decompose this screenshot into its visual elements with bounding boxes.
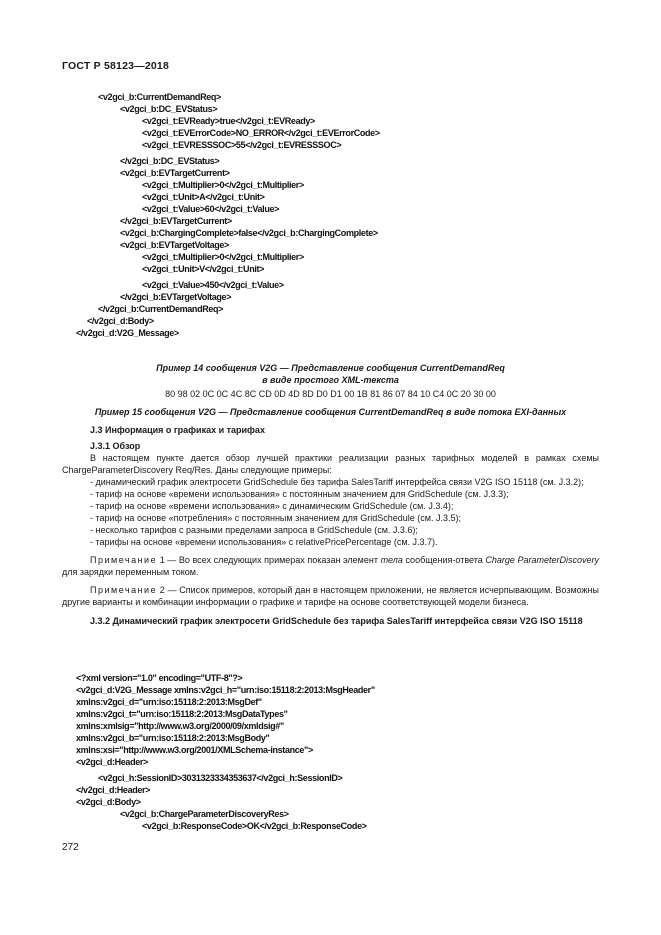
note-1-label: Примечание — [90, 555, 158, 565]
xml-line: <v2gci_t:EVReady>true</v2gci_t:EVReady> — [142, 116, 315, 126]
page-number: 272 — [62, 842, 79, 853]
examples-list — [62, 476, 599, 548]
xml-line: xmlns:xsi="http://www.w3.org/2001/XMLSchema-instance"> — [76, 745, 313, 755]
xml-line: <v2gci_b:ChargingComplete>false</v2gci_b:ChargingComplete> — [120, 228, 378, 238]
note-2-text: 2 — Список примеров, который дан в настоящем приложении, не является исчерпывающим. Возможны другие варианты и комбинации информации о графике и тарифе на основе соответствующей модели бизнеса. — [62, 585, 599, 607]
xml-line: <v2gci_d:Header> — [76, 757, 148, 767]
note-1-text-a: 1 — Во всех следующих примерах показан элемент — [157, 555, 381, 565]
note-1-italic-1: тела — [380, 555, 403, 565]
xml-code-block-2 — [76, 672, 375, 832]
xml-line: <v2gci_b:DC_EVStatus> — [120, 104, 218, 114]
section-j32-heading: J.3.2 Динамический график электросети GridSchedule без тарифа SalesTariff интерфейса связи V2G ISO 15118 — [90, 616, 583, 626]
example-14-caption — [0, 362, 661, 386]
note-1 — [62, 554, 599, 578]
xml-line: <v2gci_t:Unit>A</v2gci_t:Unit> — [142, 192, 265, 202]
xml-line: </v2gci_b:CurrentDemandReq> — [98, 304, 224, 314]
note-1-italic-2: Charge ParameterDiscovery — [485, 555, 599, 565]
list-item: - тариф на основе «потребления» с постоянным значением для GridSchedule (см. J.3.5); — [90, 513, 461, 523]
list-item: - тариф на основе «времени использования» с динамическим GridSchedule (см. J.3.4); — [90, 501, 454, 511]
note-2 — [62, 584, 599, 608]
exi-hex-stream: 80 98 02 0C 0C 4C 8C CD 0D 4D 8D D0 D1 00 1B 81 86 07 84 10 C4 0C 20 30 00 — [165, 389, 496, 399]
list-item: - динамический график электросети GridSchedule без тарифа SalesTariff интерфейса связи V2G ISO 15118 (см. J.3.2); — [90, 477, 584, 487]
xml-line: <v2gci_t:Unit>V</v2gci_t:Unit> — [142, 264, 265, 274]
example-14-caption-line2: в виде простого XML-текста — [262, 375, 399, 385]
section-j31-intro: В настоящем пункте дается обзор лучшей практики реализации разных тарифных моделей в рамках схемы ChargeParameterDiscovery Req/Res. Даны следующие примеры: — [62, 453, 599, 475]
example-15-caption: Пример 15 сообщения V2G — Представление сообщения CurrentDemandReq в виде потока EXI-данных — [94, 407, 567, 417]
xml-line: <v2gci_t:Value>60</v2gci_t:Value> — [142, 204, 280, 214]
xml-line: <v2gci_t:Value>450</v2gci_t:Value> — [142, 280, 284, 290]
xml-line: xmlns:v2gci_d="urn:iso:15118:2:2013:MsgDef" — [76, 697, 262, 707]
section-j31-heading: J.3.1 Обзор — [90, 441, 141, 451]
xml-line: </v2gci_d:Body> — [87, 316, 154, 326]
xml-line: <v2gci_t:EVRESSSOC>55</v2gci_t:EVRESSSOC> — [142, 140, 342, 150]
xml-code-block-1 — [76, 91, 380, 339]
xml-line: <v2gci_d:V2G_Message xmlns:v2gci_h="urn:iso:15118:2:2013:MsgHeader" — [76, 685, 375, 695]
section-j3-heading: J.3 Информация о графиках и тарифах — [90, 425, 265, 435]
list-item: - несколько тарифов с разными пределами запроса в GridSchedule (см. J.3.6); — [90, 525, 418, 535]
xml-line: <v2gci_b:EVTargetVoltage> — [120, 240, 229, 250]
xml-line: <v2gci_t:Multiplier>0</v2gci_t:Multiplier> — [142, 252, 304, 262]
example-14-caption-line1: Пример 14 сообщения V2G — Представление сообщения CurrentDemandReq — [156, 363, 505, 373]
note-2-label: Примечание — [90, 585, 158, 595]
xml-line: </v2gci_b:EVTargetCurrent> — [120, 216, 232, 226]
xml-line: <v2gci_b:EVTargetCurrent> — [120, 168, 230, 178]
xml-line: </v2gci_d:Header> — [76, 785, 151, 795]
xml-line: <v2gci_b:ResponseCode>OK</v2gci_b:ResponseCode> — [142, 821, 367, 831]
list-item: - тариф на основе «времени использования» с постоянным значением для GridSchedule (см. J.3.3); — [90, 489, 509, 499]
xml-line: </v2gci_d:V2G_Message> — [76, 328, 179, 338]
xml-line: xmlns:v2gci_b="urn:iso:15118:2:2013:MsgBody" — [76, 733, 270, 743]
xml-line: <v2gci_b:CurrentDemandReq> — [98, 92, 221, 102]
xml-line: <v2gci_h:SessionID>3031323334353637</v2gci_h:SessionID> — [98, 773, 343, 783]
xml-line: xmlns:xmlsig="http://www.w3.org/2000/09/xmldsig#" — [76, 721, 284, 731]
xml-line: </v2gci_b:DC_EVStatus> — [120, 156, 220, 166]
note-1-text-b: сообщения-ответа — [402, 555, 486, 565]
xml-line: xmlns:v2gci_t="urn:iso:15118:2:2013:MsgDataTypes" — [76, 709, 288, 719]
xml-line: <v2gci_t:EVErrorCode>NO_ERROR</v2gci_t:EVErrorCode> — [142, 128, 380, 138]
note-1-text-c: для зарядки переменным током. — [62, 567, 199, 577]
xml-line: </v2gci_b:EVTargetVoltage> — [120, 292, 232, 302]
xml-line: <?xml version="1.0" encoding="UTF-8"?> — [76, 673, 243, 683]
xml-line: <v2gci_t:Multiplier>0</v2gci_t:Multiplier> — [142, 180, 304, 190]
standard-header: ГОСТ Р 58123—2018 — [62, 60, 170, 72]
list-item: - тарифы на основе «времени использования» с relativePricePercentage (см. J.3.7). — [90, 537, 438, 547]
section-j3 — [62, 424, 599, 627]
xml-line: <v2gci_b:ChargeParameterDiscoveryRes> — [120, 809, 289, 819]
xml-line: <v2gci_d:Body> — [76, 797, 141, 807]
